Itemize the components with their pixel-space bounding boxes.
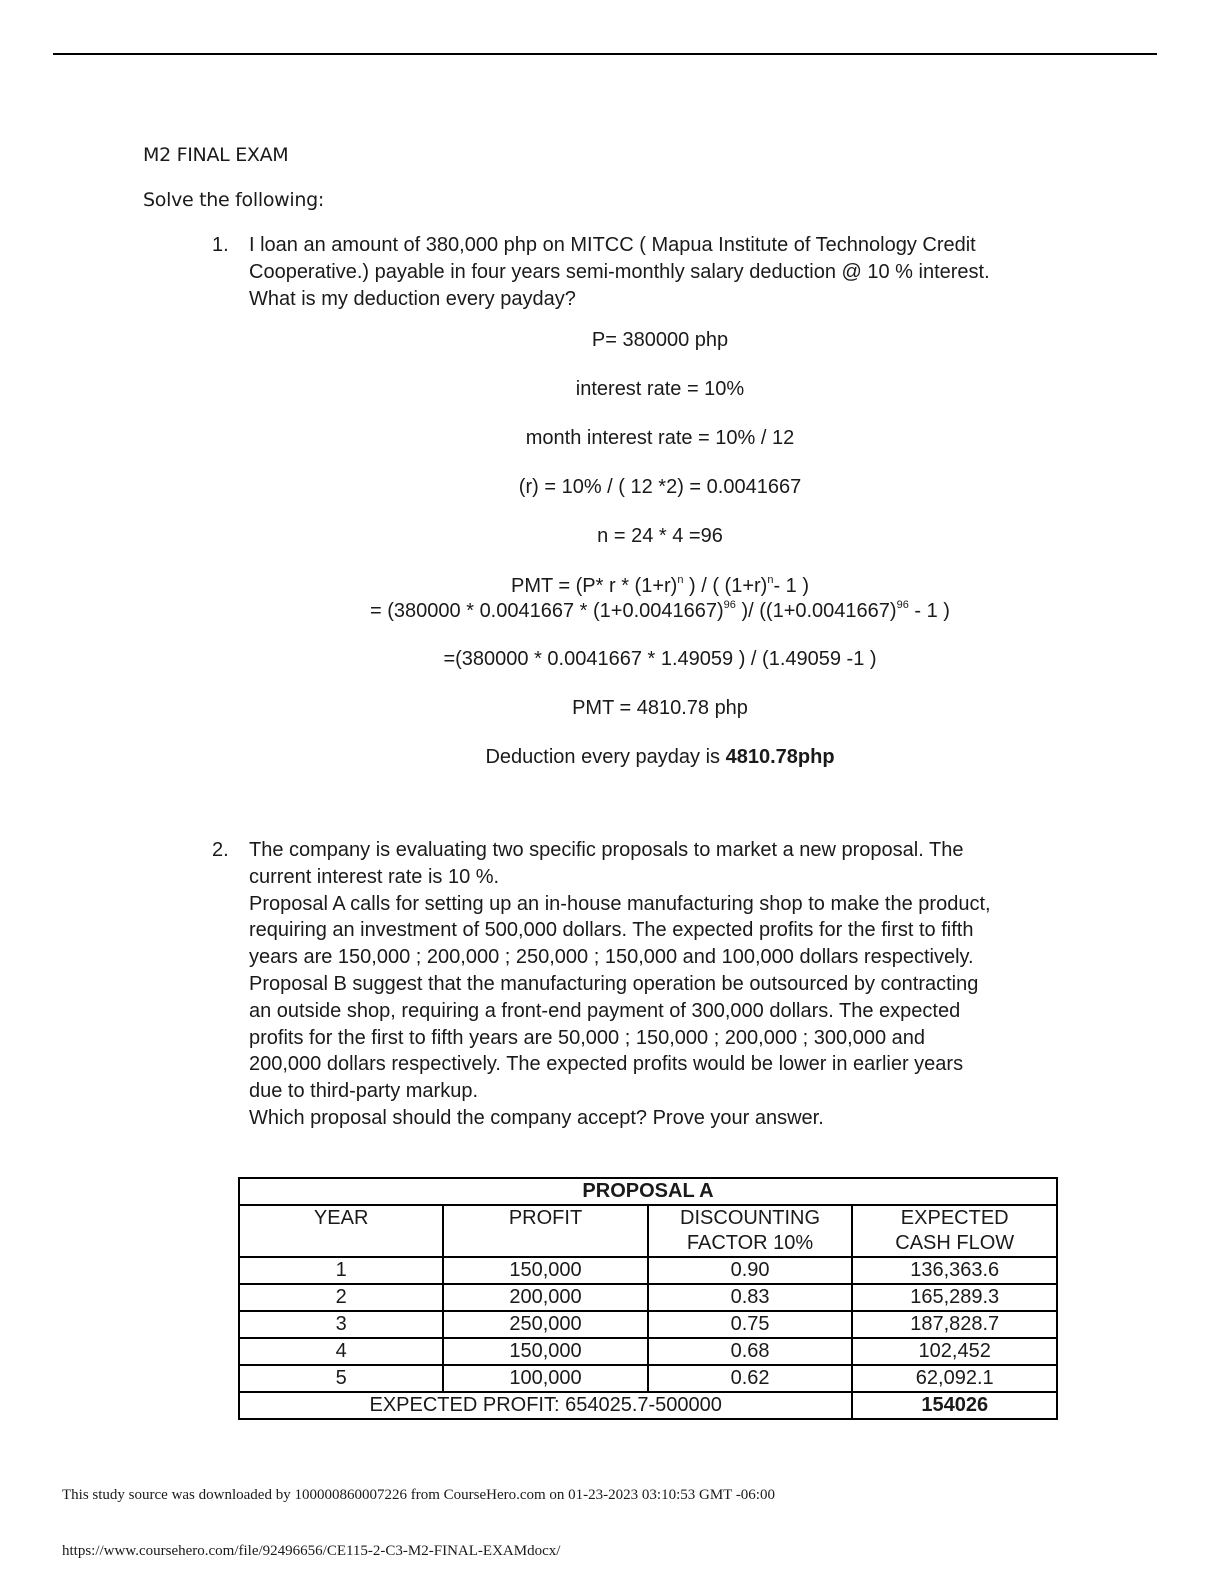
question-2-line: The company is evaluating two specific proposals to market a new proposal. The [249, 839, 964, 861]
question-1 [212, 232, 1072, 312]
question-1-number: 1. [212, 234, 229, 256]
exam-title: M2 FINAL EXAM [143, 144, 289, 166]
question-2-line: years are 150,000 ; 200,000 ; 250,000 ; 150,000 and 100,000 dollars respectively. [249, 946, 974, 969]
table-cell: 187,828.7 [852, 1311, 1057, 1338]
column-header-profit [443, 1205, 647, 1257]
table-row [239, 1284, 1057, 1311]
table-cell: 100,000 [443, 1365, 647, 1392]
top-divider [53, 53, 1157, 55]
table-row [239, 1365, 1057, 1392]
question-2 [212, 837, 1072, 1132]
expected-profit-value: 154026 [852, 1392, 1057, 1419]
table-total-row [239, 1392, 1057, 1419]
column-header-text: FACTOR 10% [686, 1232, 814, 1254]
pmt-exponent: n [767, 574, 774, 586]
table-cell: 150,000 [443, 1257, 647, 1284]
substitution-part: = (380000 * 0.0041667 * (1+0.0041667) [370, 600, 724, 622]
table-row [239, 1311, 1057, 1338]
month-rate-line: month interest rate = 10% / 12 [525, 427, 795, 449]
question-2-line: Proposal A calls for setting up an in-house manufacturing shop to make the product, [249, 892, 991, 915]
question-2-text [249, 837, 1072, 1132]
table-cell: 0.90 [648, 1257, 853, 1284]
pmt-result-line: PMT = 4810.78 php [572, 697, 748, 719]
column-header-text: YEAR [313, 1207, 369, 1229]
table-title: PROPOSAL A [239, 1178, 1057, 1205]
table-title-row [239, 1178, 1057, 1205]
question-1-line: What is my deduction every payday? [249, 287, 576, 310]
periodic-rate-line: (r) = 10% / ( 12 *2) = 0.0041667 [518, 476, 802, 498]
table-cell: 102,452 [852, 1338, 1057, 1365]
expected-profit-label: EXPECTED PROFIT: 654025.7-500000 [239, 1392, 852, 1419]
question-1-line: I loan an amount of 380,000 php on MITCC ( Mapua Institute of Technology Credit [249, 234, 976, 256]
question-2-line: due to third-party markup. [249, 1080, 478, 1103]
question-1-line: Cooperative.) payable in four years semi-monthly salary deduction @ 10 % interest. [249, 260, 990, 283]
source-url: https://www.coursehero.com/file/92496656/CE115-2-C3-M2-FINAL-EXAMdocx/ [62, 1543, 561, 1559]
table-cell: 200,000 [443, 1284, 647, 1311]
pmt-formula-part: - 1 ) [773, 575, 810, 597]
column-header-text: EXPECTED [900, 1207, 1009, 1229]
table-cell: 150,000 [443, 1338, 647, 1365]
pmt-formula-line [260, 574, 1060, 598]
pmt-formula-part: PMT = (P* r * (1+r) [510, 575, 678, 597]
interest-rate-line: interest rate = 10% [575, 378, 745, 400]
question-1-text [249, 232, 1072, 312]
table-cell: 0.68 [648, 1338, 853, 1365]
substitution-part: - 1 ) [908, 600, 950, 622]
column-header-text: CASH FLOW [895, 1232, 1015, 1254]
periods-line: n = 24 * 4 =96 [597, 525, 723, 547]
table-row [239, 1257, 1057, 1284]
exam-instructions: Solve the following: [143, 189, 324, 211]
substitution-exponent: 96 [723, 599, 736, 611]
pmt-formula-part: ) / ( (1+r) [683, 575, 768, 597]
question-2-line: current interest rate is 10 %. [249, 865, 500, 888]
table-header-row [239, 1205, 1057, 1257]
column-header-year [239, 1205, 443, 1257]
column-header-discounting-factor [648, 1205, 853, 1257]
substitution-part: )/ ((1+0.0041667) [735, 600, 897, 622]
table-cell: 4 [239, 1338, 443, 1365]
substitution-exponent: 96 [896, 599, 909, 611]
substitution-line [260, 599, 1060, 623]
download-notice: This study source was downloaded by 100000860007226 from CourseHero.com on 01-23-2023 03:10:53 GMT -06:00 [62, 1487, 775, 1503]
table-cell: 3 [239, 1311, 443, 1338]
table-cell: 5 [239, 1365, 443, 1392]
column-header-text: PROFIT [508, 1207, 583, 1229]
column-header-text: DISCOUNTING [680, 1207, 821, 1229]
evaluation-line: =(380000 * 0.0041667 * 1.49059 ) / (1.49059 -1 ) [443, 648, 877, 670]
table-cell: 62,092.1 [852, 1365, 1057, 1392]
table-cell: 136,363.6 [852, 1257, 1057, 1284]
answer-value: 4810.78php [725, 746, 835, 768]
question-2-line: an outside shop, requiring a front-end payment of 300,000 dollars. The expected [249, 999, 961, 1022]
table-cell: 250,000 [443, 1311, 647, 1338]
column-header-expected-cash-flow [852, 1205, 1057, 1257]
table-cell: 0.62 [648, 1365, 853, 1392]
proposal-a-table [238, 1177, 1058, 1420]
question-2-line: profits for the first to fifth years are 50,000 ; 150,000 ; 200,000 ; 300,000 and [249, 1026, 925, 1049]
table-row [239, 1338, 1057, 1365]
table-cell: 0.75 [648, 1311, 853, 1338]
question-2-line: Proposal B suggest that the manufacturing operation be outsourced by contracting [249, 972, 979, 995]
answer-line [260, 746, 1060, 769]
answer-label: Deduction every payday is [485, 746, 726, 768]
table-cell: 2 [239, 1284, 443, 1311]
principal-line: P= 380000 php [591, 329, 729, 351]
pmt-exponent: n [677, 574, 684, 586]
question-2-line: requiring an investment of 500,000 dollars. The expected profits for the first to fifth [249, 919, 974, 942]
table-cell: 165,289.3 [852, 1284, 1057, 1311]
question-2-line: 200,000 dollars respectively. The expected profits would be lower in earlier years [249, 1053, 964, 1076]
table-cell: 1 [239, 1257, 443, 1284]
question-2-number: 2. [212, 839, 229, 861]
question-2-line: Which proposal should the company accept? Prove your answer. [249, 1106, 824, 1129]
table-cell: 0.83 [648, 1284, 853, 1311]
